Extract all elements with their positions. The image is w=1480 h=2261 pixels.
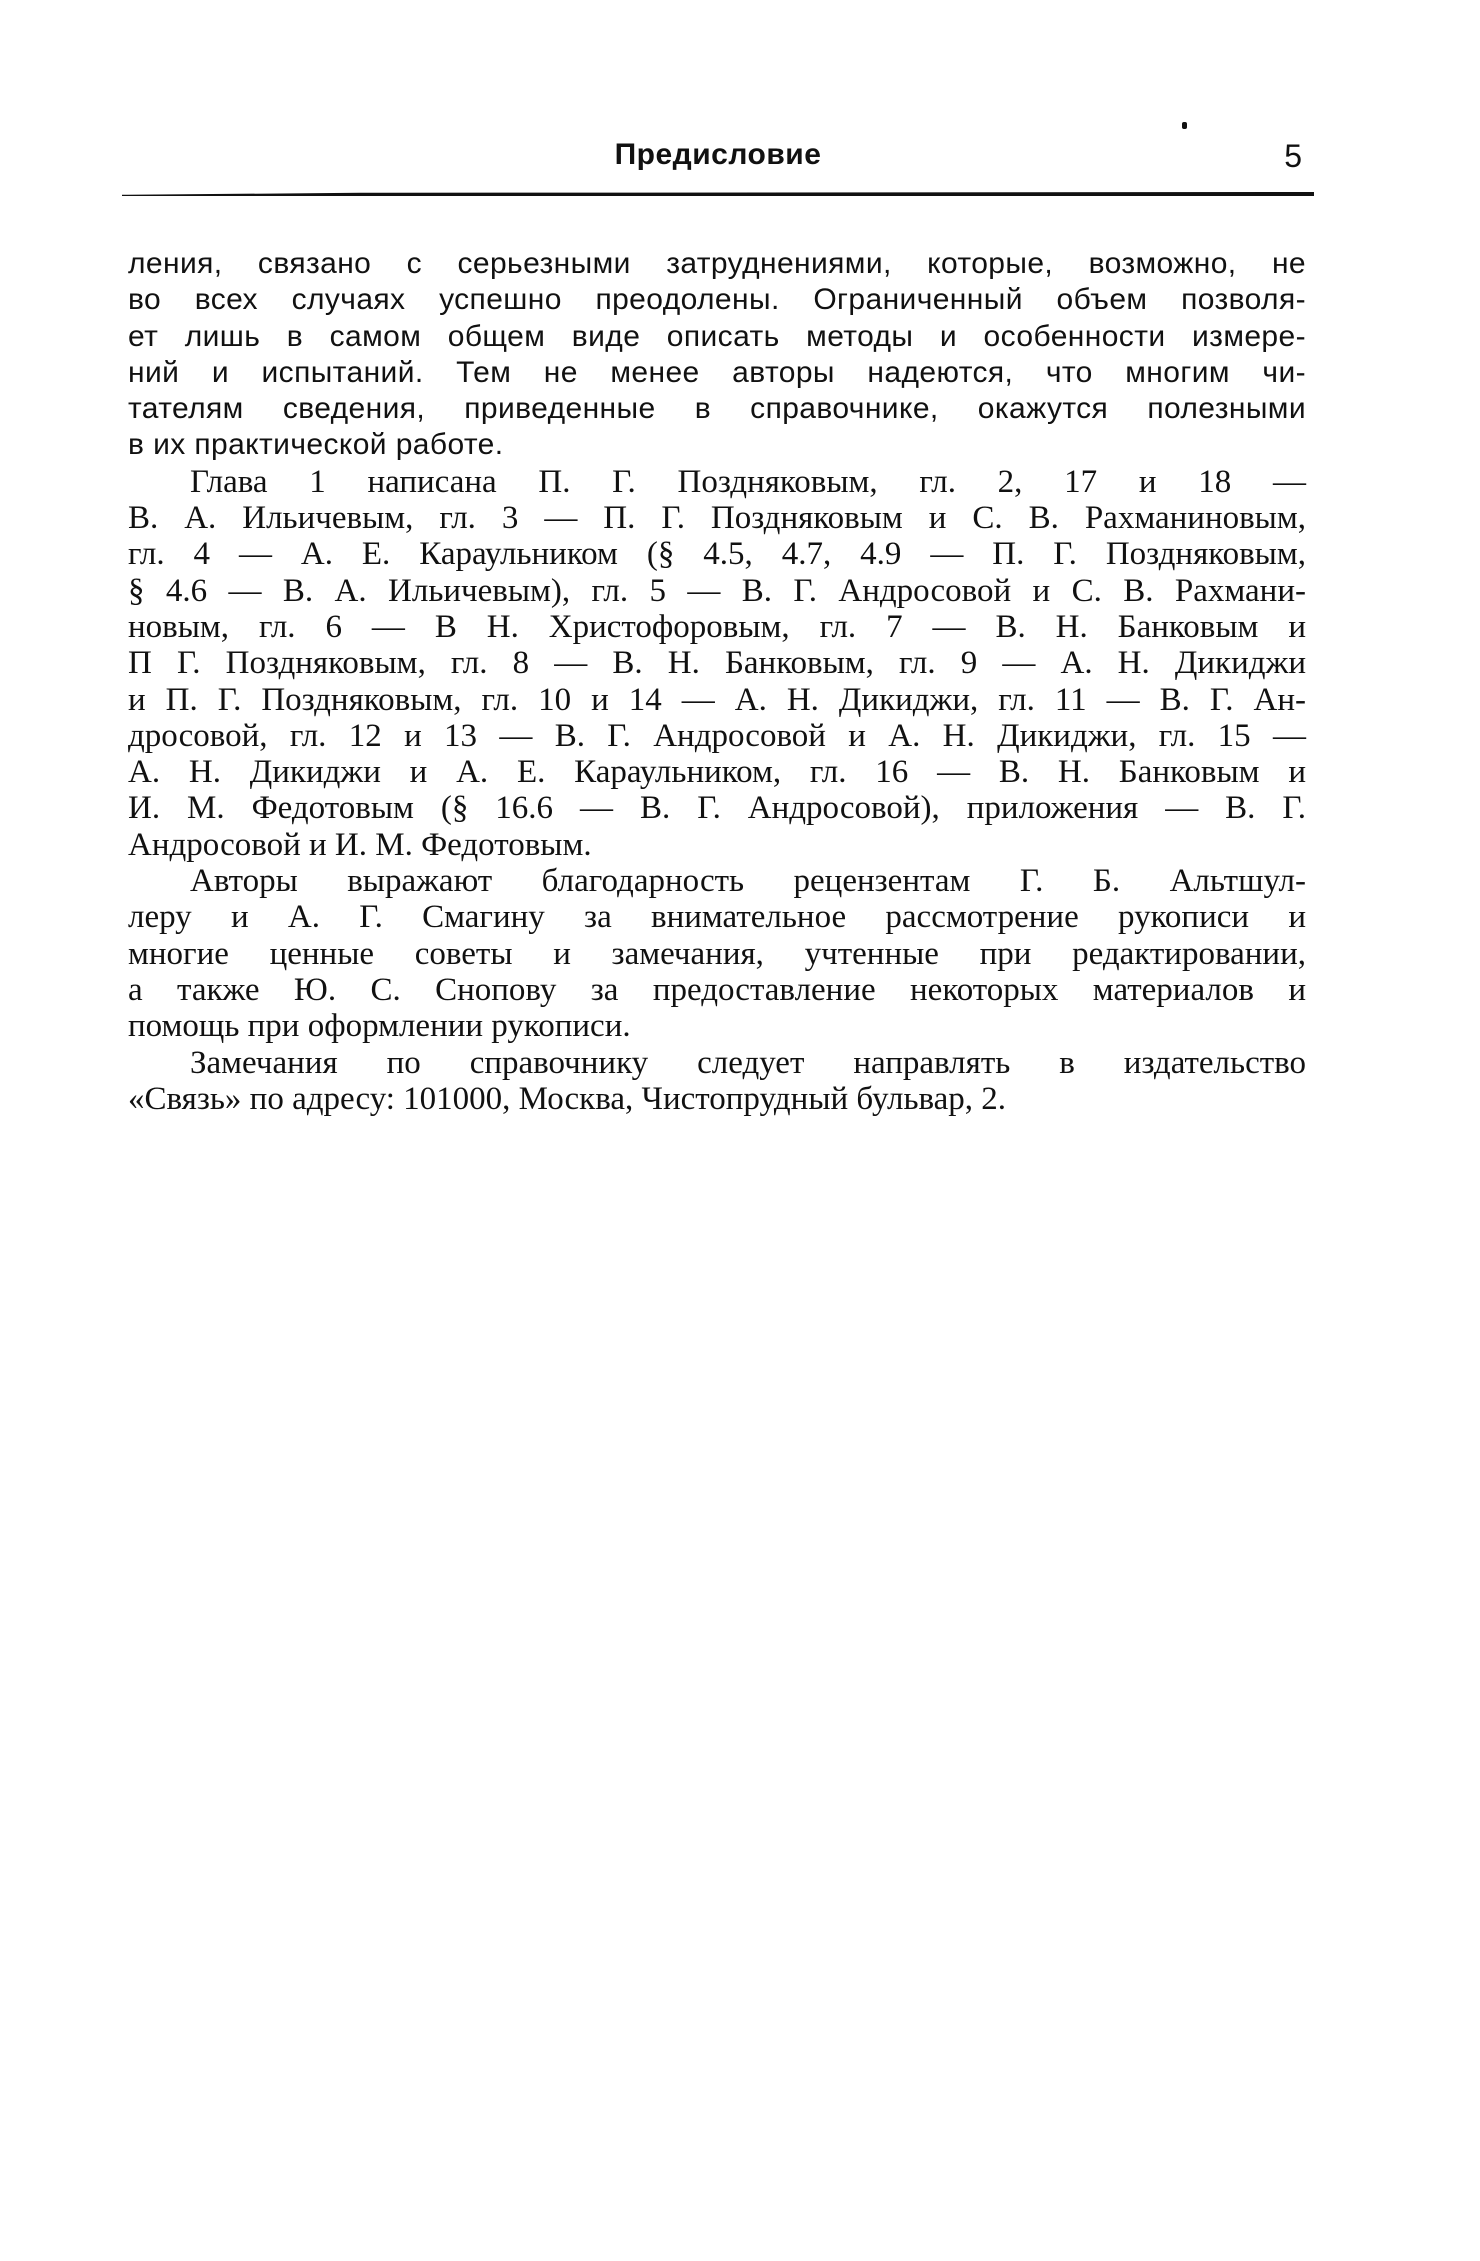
page-number: 5 bbox=[1284, 138, 1302, 174]
text-line: Глава 1 написана П. Г. Поздняковым, гл. 2, 17 и 18 — bbox=[190, 463, 1306, 500]
header-rule bbox=[122, 192, 1314, 196]
text-line: Замечания по справочнику следует направлять в издательство bbox=[190, 1044, 1306, 1081]
text-line: А. Н. Дикиджи и А. Е. Караульником, гл. 16 — В. Н. Банковым и bbox=[128, 754, 1306, 791]
paragraph-address bbox=[128, 1045, 1306, 1118]
text-line: дросовой, гл. 12 и 13 — В. Г. Андросовой и А. Н. Дикиджи, гл. 15 — bbox=[128, 717, 1306, 754]
text-line: гл. 4 — А. Е. Караульником (§ 4.5, 4.7, 4.9 — П. Г. Поздняковым, bbox=[128, 536, 1306, 573]
running-head bbox=[122, 138, 1314, 186]
text-line: новым, гл. 6 — В Н. Христофоровым, гл. 7 — В. Н. Банковым и bbox=[128, 608, 1306, 645]
print-speck bbox=[1182, 122, 1187, 129]
paragraph-acknowledgements bbox=[128, 863, 1306, 1044]
text-line: ления, связано с серьезными затруднениями, которые, возможно, не bbox=[128, 247, 1306, 280]
text-line: в их практической работе. bbox=[128, 428, 504, 462]
text-line: § 4.6 — В. А. Ильичевым), гл. 5 — В. Г. Андросовой и С. В. Рахмани- bbox=[128, 572, 1306, 609]
text-line: П Г. Поздняковым, гл. 8 — В. Н. Банковым, гл. 9 — А. Н. Дикиджи bbox=[128, 645, 1306, 682]
text-line: во всех случаях успешно преодолены. Ограниченный объем позволя- bbox=[128, 283, 1306, 317]
text-line: а также Ю. С. Снопову за предоставление некоторых материалов и bbox=[128, 971, 1306, 1008]
running-title: Предисловие bbox=[614, 138, 822, 171]
text-line: ет лишь в самом общем виде описать методы и особенности измере- bbox=[128, 319, 1306, 353]
text-line: помощь при оформлении рукописи. bbox=[128, 1008, 631, 1045]
text-line: и П. Г. Поздняковым, гл. 10 и 14 — А. Н. Дикиджи, гл. 11 — В. Г. Ан- bbox=[128, 681, 1306, 718]
text-line: тателям сведения, приведенные в справочнике, окажутся полезными bbox=[128, 392, 1306, 426]
text-line: ний и испытаний. Тем не менее авторы надеются, что многим чи- bbox=[128, 355, 1306, 389]
body-text bbox=[128, 246, 1306, 1117]
text-line: Андросовой и И. М. Федотовым. bbox=[128, 826, 592, 863]
text-line: леру и А. Г. Смагину за внимательное рассмотрение рукописи и bbox=[128, 899, 1306, 936]
text-line: многие ценные советы и замечания, учтенные при редактировании, bbox=[128, 935, 1306, 972]
text-line: И. М. Федотовым (§ 16.6 — В. Г. Андросовой), приложения — В. Г. bbox=[128, 790, 1306, 827]
text-line: Авторы выражают благодарность рецензентам Г. Б. Альтшул- bbox=[190, 863, 1306, 900]
paragraph-intro-continuation bbox=[128, 246, 1306, 464]
text-line: В. А. Ильичевым, гл. 3 — П. Г. Поздняковым и С. В. Рахманиновым, bbox=[128, 500, 1306, 537]
text-line: «Связь» по адресу: 101000, Москва, Чистопрудный бульвар, 2. bbox=[128, 1080, 1007, 1117]
paragraph-authorship bbox=[128, 464, 1306, 863]
